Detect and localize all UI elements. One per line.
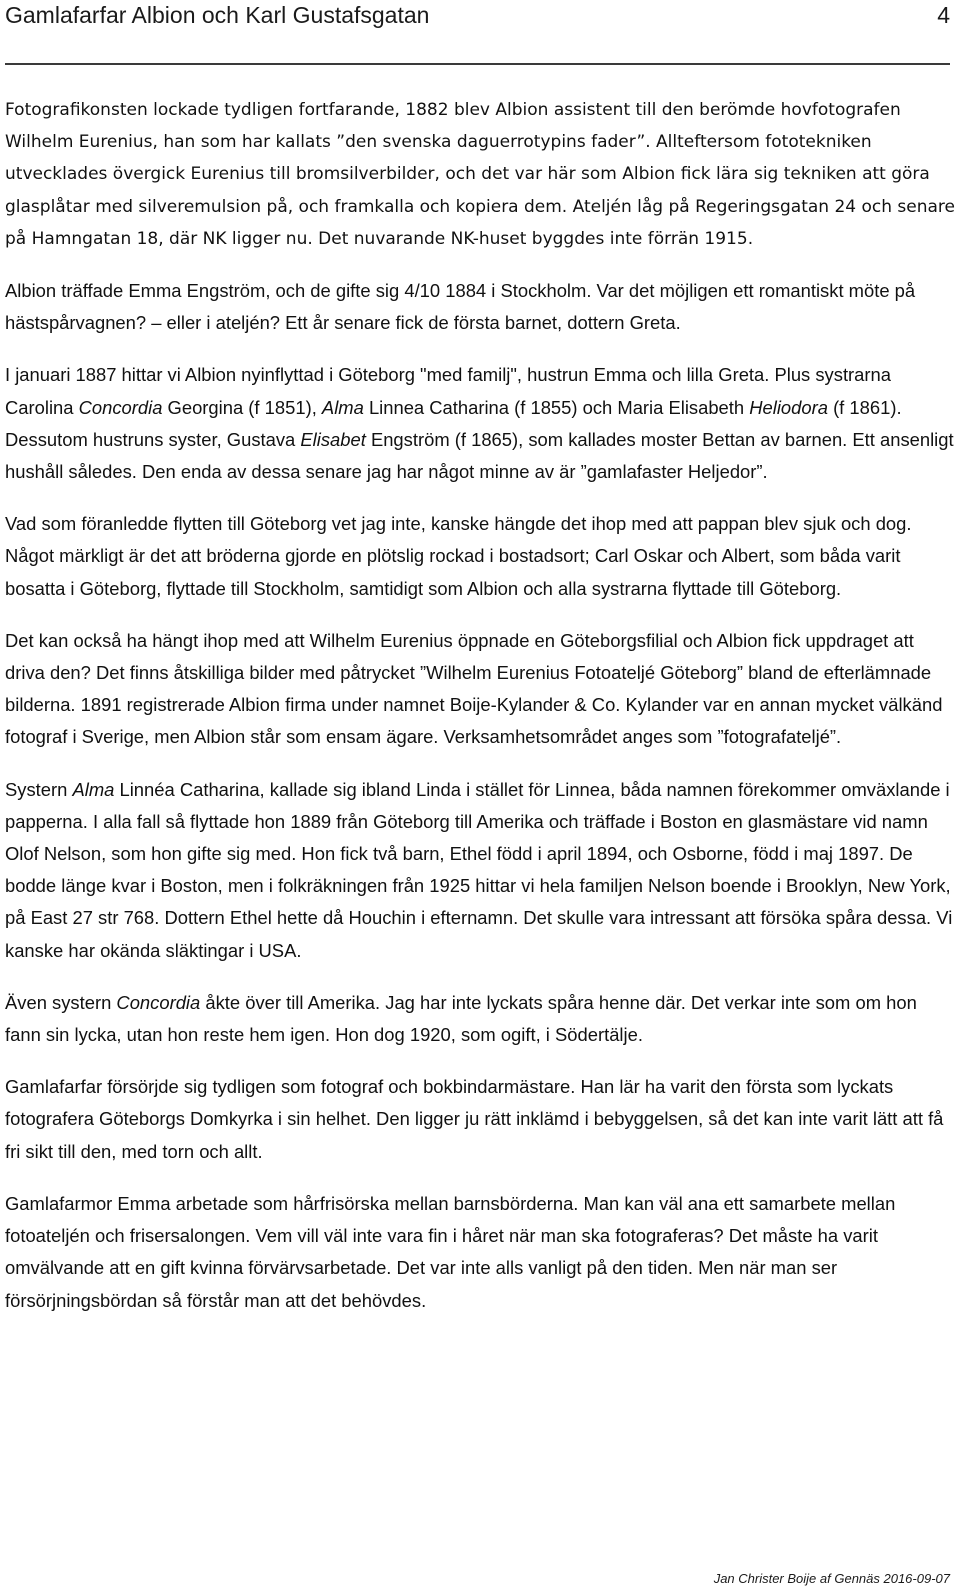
paragraph-eurenius-branch: Det kan också ha hängt ihop med att Wilhelm Eurenius öppnade en Göteborgsfilial och Albion fick uppdraget att driva den? Det finns åtskilliga bilder med påtrycket ”Wilhelm Eurenius Fotoateljé Göteborg” bland de efterlämnade bilderna. 1891 registrerade Albion firma under namnet Boije-Kylander & Co. Kylander var en annan mycket välkänd fotograf i Sverige, men Albion står som ensam ägare. Verksamhetsområdet anges som ”fotografateljé”. — [5, 629, 943, 748]
page-footer: Jan Christer Boije af Gennäs 2016-09-07 — [713, 1571, 950, 1586]
text-run: Systern — [5, 778, 73, 800]
paragraph-gothenburg-household — [5, 359, 955, 488]
italic-name: Alma — [321, 396, 364, 418]
text-run: Engström (f 1865), som kallades moster Bettan av barnen. Ett ansenligt hushåll således. Den enda av dessa senare jag har något minne av är ”gamlafaster Heljedor”. — [5, 428, 954, 483]
text-run: Även systern — [5, 991, 117, 1013]
text-run: (f 1861). Dessutom hustruns syster, Gustava — [5, 396, 902, 450]
text-run: åkte över till Amerika. Jag har inte lyckats spåra henne där. Det verkar inte som om hon fann sin lycka, utan hon reste hem igen. Hon dog 1920, som ogift, i Södertälje. — [5, 991, 917, 1046]
document-body — [5, 94, 955, 1337]
italic-name: Heliodora — [749, 396, 828, 418]
italic-name: Concordia — [116, 991, 201, 1013]
paragraph-photographer-bookbinder: Gamlafarfar försörjde sig tydligen som fotograf och bokbindarmästare. Han lär ha varit den första som lyckats fotografera Göteborgs Domkyrka i sin helhet. Den ligger ju rätt inklämd i bebyggelsen, så det kan inte varit lätt att få fri sikt till den, med torn och allt. — [5, 1076, 944, 1162]
text-run: Linnéa Catharina, kallade sig ibland Linda i stället för Linnea, båda namnen förekommer omväxlande i papperna. I alla fall så flyttade hon 1889 från Göteborg till Amerika och träffade i Boston en glasmästare vid namn Olof Nelson, som hon gifte sig med. Hon fick två barn, Ethel född i april 1894, och Osborne, född i maj 1897. De bodde länge kvar i Boston, men i folkräkningen från 1925 hittar vi hela familjen Nelson boende i Brooklyn, New York, på East 27 str 768. Dottern Ethel hette då Houchin i efternamn. Det skulle vara intressant att försöka spåra dessa. Vi kanske har okända släktingar i USA. — [5, 778, 953, 961]
text-run: Georgina (f 1851), — [162, 396, 322, 418]
italic-name: Concordia — [78, 396, 163, 418]
page-number: 4 — [937, 1, 950, 28]
header-divider — [5, 63, 950, 65]
paragraph-photography-eurenius: Fotografikonsten lockade tydligen fortfarande, 1882 blev Albion assistent till den berömde hovfotografen Wilhelm Eurenius, han som har kallats ”den svenska daguerrotypins fader”. Allteftersom fototekniken utvecklades övergick Eurenius till bromsilverbilder, och det var här som Albion fick lära sig tekniken att göra glasplåtar med silveremulsion på, och framkalla och kopiera dem. Ateljén låg på Regeringsgatan 24 och senare på Hamngatan 18, där NK ligger nu. Det nuvarande NK-huset byggdes inte förrän 1915. — [5, 100, 956, 249]
text-run: I januari 1887 hittar vi Albion nyinflyttad i Göteborg "med familj", hustrun Emma och lilla Greta. Plus systrarna Carolina — [5, 364, 891, 418]
italic-name: Elisabet — [300, 428, 366, 450]
page-header — [5, 0, 950, 30]
italic-name: Alma — [72, 778, 115, 800]
paragraph-sister-concordia — [5, 987, 955, 1051]
text-run: Linnea Catharina (f 1855) och Maria Elisabeth — [363, 396, 750, 418]
paragraph-sister-alma — [5, 774, 955, 967]
page-title: Gamlafarfar Albion och Karl Gustafsgatan — [5, 1, 430, 28]
paragraph-grandmother-emma: Gamlafarmor Emma arbetade som hårfrisörska mellan barnsbörderna. Man kan väl ana ett samarbete mellan fotoateljén och frisersalongen. Vem vill väl inte vara fin i håret när man ska fotograferas? Det måste ha varit omvälvande att en gift kvinna förvärvsarbetade. Det var inte alls vanligt på den tiden. Men när man ser försörjningsbördan så förstår man att det behövdes. — [5, 1192, 896, 1311]
paragraph-move-reason: Vad som föranledde flytten till Göteborg vet jag inte, kanske hängde det ihop med att pappan blev sjuk och dog. Något märkligt är det att bröderna gjorde en plötslig rockad i bostadsort; Carl Oskar och Albert, som båda varit bosatta i Göteborg, flyttade till Stockholm, samtidigt som Albion och alla systrarna flyttade till Göteborg. — [5, 513, 912, 599]
paragraph-marriage: Albion träffade Emma Engström, och de gifte sig 4/10 1884 i Stockholm. Var det möjligen ett romantiskt möte på hästspårvagnen? – eller i ateljén? Ett år senare fick de första barnet, dottern Greta. — [5, 280, 916, 334]
